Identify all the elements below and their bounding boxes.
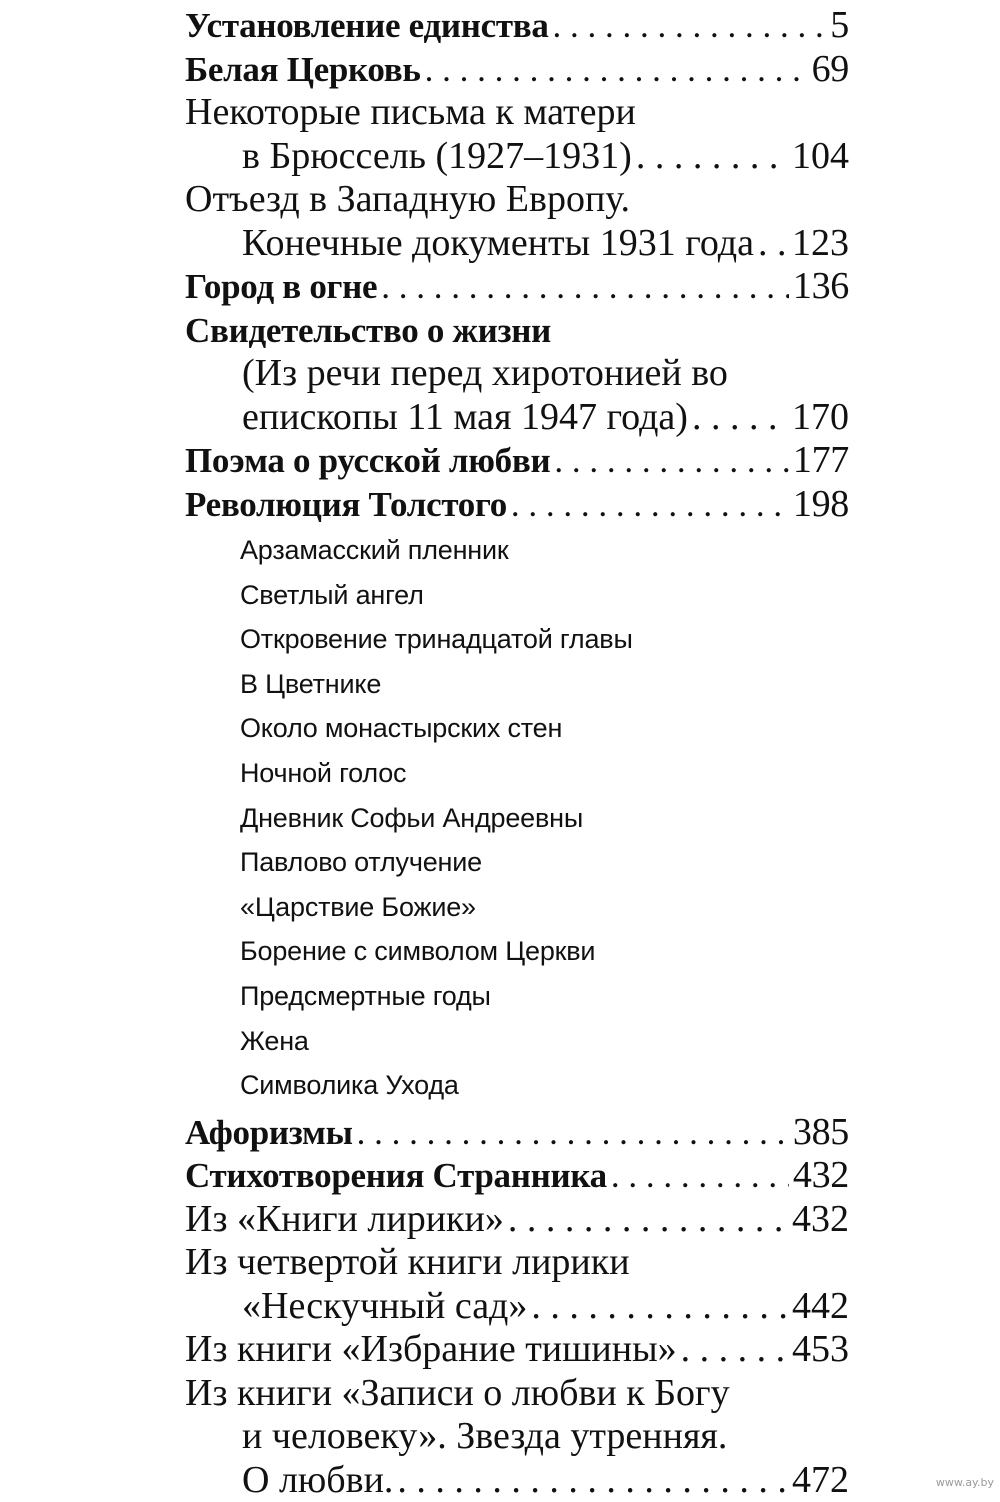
watermark: www.ay.by	[935, 1476, 994, 1489]
toc-entry	[185, 352, 849, 396]
toc-entry	[185, 135, 849, 179]
toc-entry-page-number: 198	[792, 482, 849, 525]
dot-leader	[636, 135, 788, 179]
toc-entry	[185, 1459, 849, 1502]
toc-entry-page-number: 432	[792, 1154, 849, 1197]
toc-entry	[185, 1372, 849, 1416]
toc-entry	[185, 4, 849, 48]
toc-subsection: Ночной голос	[240, 757, 407, 788]
toc-entry-page-number: 442	[792, 1284, 849, 1327]
toc-entry-title: Стихотворения Странника	[185, 1156, 607, 1196]
toc-entry-page-number: 432	[792, 1197, 849, 1240]
toc-entry-title: Некоторые письма к матери	[185, 91, 636, 133]
toc-entry	[185, 178, 849, 222]
toc-subsection: Борение с символом Церкви	[240, 936, 596, 967]
toc-entry-title: Из четвертой книги лирики	[185, 1241, 630, 1284]
toc-entry	[185, 1241, 849, 1285]
toc-entry-title: Поэма о русской любви	[185, 441, 551, 480]
toc-entry-title: Белая Церковь	[185, 49, 421, 89]
toc-subsection: «Царствие Божие»	[240, 891, 476, 922]
toc-entry	[185, 1415, 849, 1459]
dot-leader	[511, 483, 789, 527]
dot-leader	[553, 4, 827, 48]
dot-leader	[692, 396, 788, 440]
dot-leader	[508, 1198, 788, 1242]
toc-subsection: Откровение тринадцатой главы	[240, 624, 633, 655]
toc-entries-bottom	[185, 1111, 849, 1502]
toc-entry-page-number: 5	[830, 4, 849, 46]
toc-subsection: Светлый ангел	[240, 579, 424, 610]
toc-entry-title: в Брюссель (1927–1931)	[242, 134, 632, 177]
toc-subsection: Дневник Софьи Андреевны	[240, 802, 584, 833]
toc-entry	[185, 91, 849, 135]
toc-entry-title: Афоризмы	[185, 1112, 353, 1152]
toc-entry	[185, 1111, 849, 1155]
toc-entry-page-number: 69	[811, 47, 849, 90]
toc-subsection: Символика Ухода	[240, 1070, 459, 1101]
toc-entry	[185, 1154, 849, 1198]
toc-entry	[185, 1198, 849, 1242]
toc-entry-title: Установление единства	[185, 6, 549, 45]
toc-subsection: Около монастырских стен	[240, 713, 563, 744]
dot-leader	[554, 439, 789, 483]
toc-entry-title: Из «Книги лирики»	[185, 1197, 504, 1240]
toc-entry-title: «Нескучный сад»	[242, 1284, 528, 1327]
toc-entry-title: Из книги «Избрание тишины»	[185, 1328, 677, 1371]
toc-entry-page-number: 136	[792, 265, 849, 307]
toc-entry	[185, 48, 849, 92]
toc-entry	[185, 483, 849, 527]
toc-subsection: Павлово отлучение	[240, 847, 482, 878]
toc-entry-page-number: 385	[792, 1110, 849, 1153]
toc-entry-title: Отъезд в Западную Европу.	[185, 178, 630, 220]
toc-entry	[185, 265, 849, 309]
toc-entry-page-number: 472	[792, 1458, 849, 1501]
toc-subsection: Жена	[240, 1025, 309, 1056]
toc-subsection: В Цветнике	[240, 668, 382, 699]
toc-entry-title: Свидетельство о жизни	[185, 310, 551, 350]
toc-entry-page-number: 453	[792, 1328, 849, 1371]
toc-entry	[185, 309, 849, 353]
dot-leader	[357, 1111, 789, 1155]
toc-subsection: Арзамасский пленник	[240, 535, 509, 565]
dot-leader	[758, 222, 788, 266]
toc-entry-title: епископы 11 мая 1947 года)	[242, 395, 688, 438]
dot-leader	[425, 48, 808, 92]
toc-entry-page-number: 123	[792, 221, 849, 264]
toc-entry-title: Конечные документы 1931 года	[242, 221, 754, 264]
toc-entry-page-number: 104	[792, 134, 849, 177]
toc-entries-top	[185, 4, 849, 526]
dot-leader	[681, 1328, 788, 1372]
table-of-contents	[185, 4, 849, 1502]
toc-entry-page-number: 177	[792, 439, 849, 481]
toc-entry-title: Город в огне	[185, 267, 378, 306]
toc-entry	[185, 396, 849, 440]
dot-leader	[611, 1154, 789, 1198]
toc-entry-title: Революция Толстого	[185, 484, 507, 524]
toc-entry-title: (Из речи перед хиротонией во	[242, 352, 728, 394]
toc-entry-title: и человеку». Звезда утренняя.	[242, 1415, 728, 1458]
toc-entry	[185, 439, 849, 483]
dot-leader	[381, 265, 789, 309]
toc-subsections	[185, 528, 849, 1108]
dot-leader	[531, 1285, 788, 1329]
toc-entry-page-number: 170	[792, 395, 849, 438]
dot-leader	[397, 1459, 788, 1502]
toc-entry	[185, 1328, 849, 1372]
toc-entry-title: Из книги «Записи о любви к Богу	[185, 1371, 730, 1414]
toc-entry	[185, 222, 849, 266]
toc-entry-title: О любви.	[242, 1458, 394, 1501]
toc-entry	[185, 1285, 849, 1329]
toc-subsection: Предсмертные годы	[240, 980, 491, 1011]
